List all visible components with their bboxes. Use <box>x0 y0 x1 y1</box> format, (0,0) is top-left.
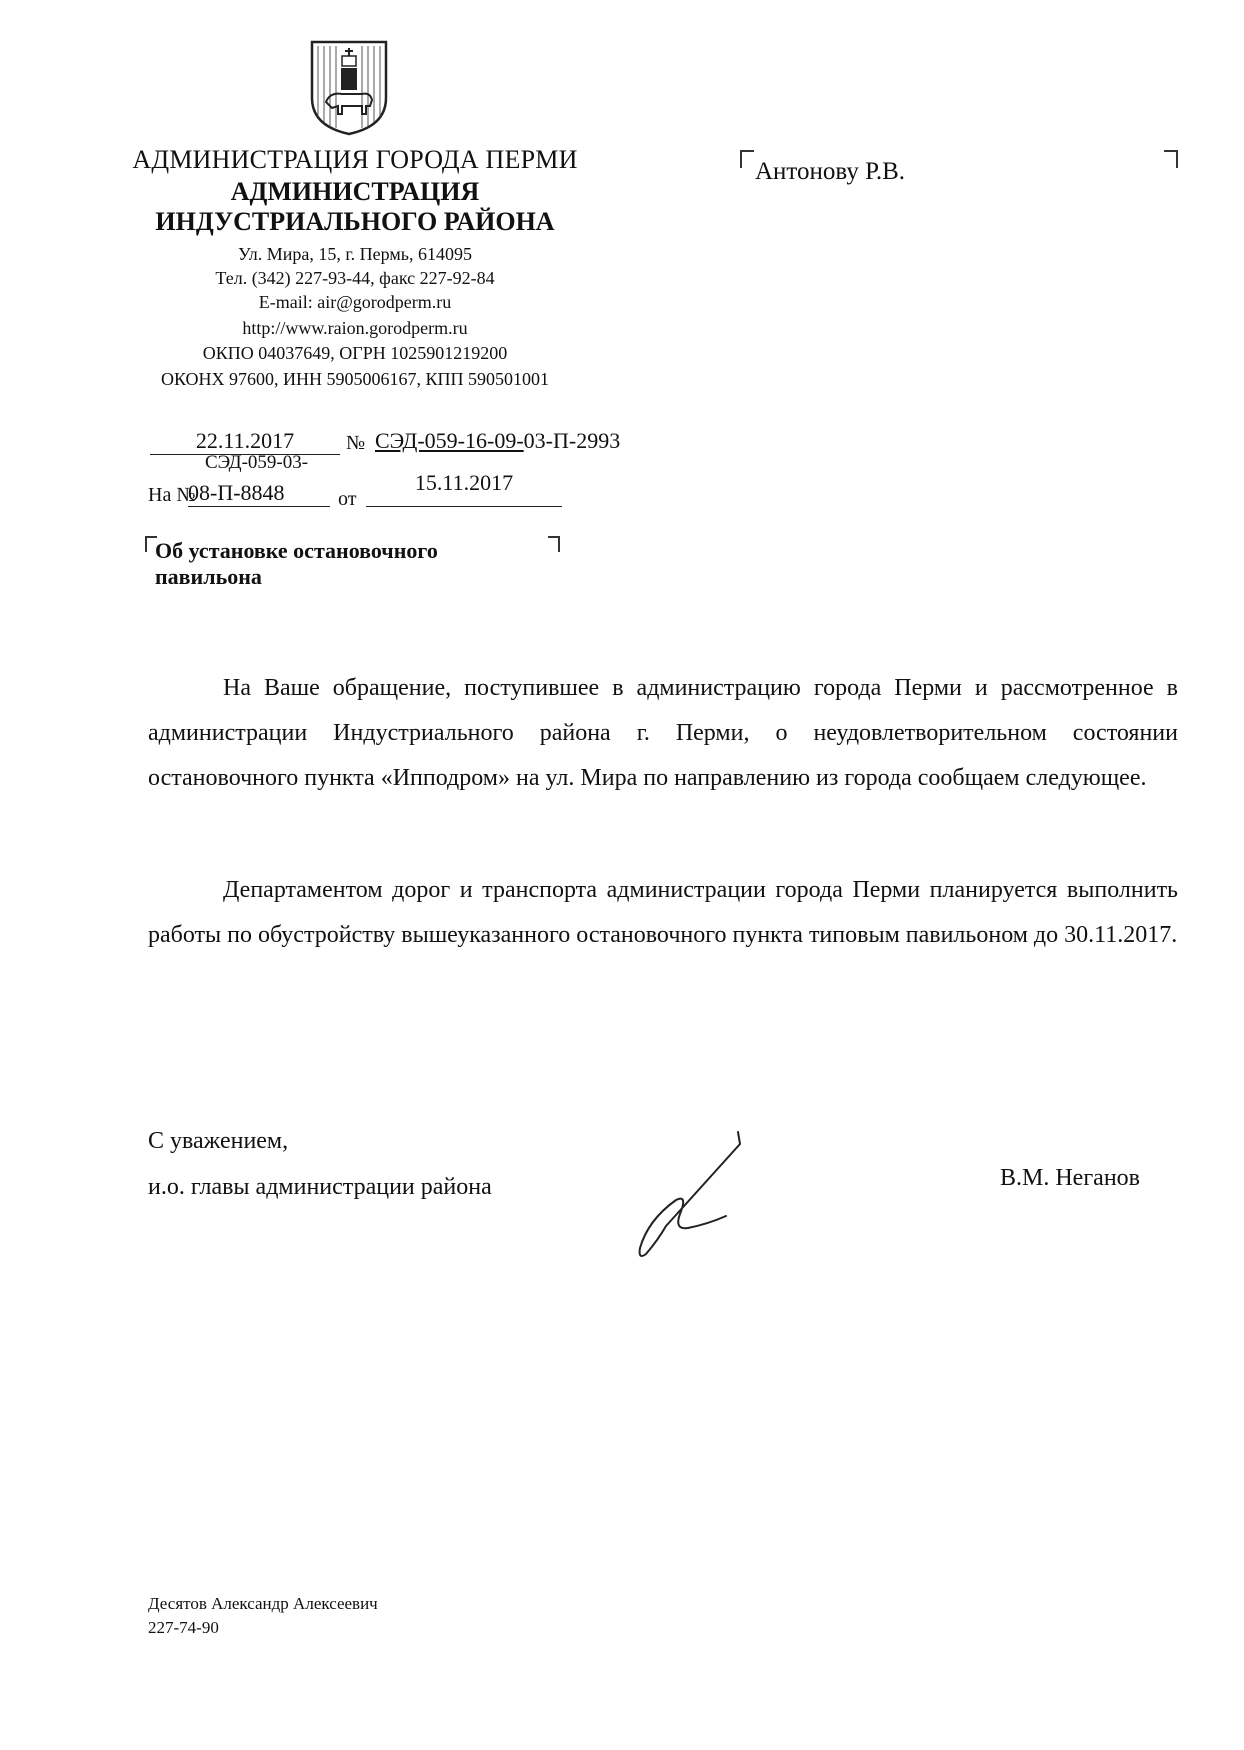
city-administration-title: АДМИНИСТРАЦИЯ ГОРОДА ПЕРМИ <box>132 145 578 174</box>
subject <box>155 538 438 590</box>
body-paragraph-1: На Ваше обращение, поступившее в администрацию города Перми и рассмотренное в администрации Индустриального района г. Перми, о неудовлетворительном состоянии остановочного пункта «Ипподром» на ул. Мира по направлению из города сообщаем следующее. <box>148 675 1178 791</box>
perm-coat-of-arms-icon <box>308 36 390 136</box>
reply-number: 08-П-8848 <box>188 480 330 507</box>
signature-icon <box>618 1130 758 1260</box>
letterhead-website: http://www.raion.gorodperm.ru <box>242 318 468 338</box>
letterhead-okonh-inn-kpp: ОКОНХ 97600, ИНН 5905006167, КПП 590501001 <box>160 369 550 389</box>
addressee-corner-left <box>740 150 754 168</box>
subject-line-2: павильона <box>155 564 262 589</box>
reply-number-prefix: СЭД-059-03- <box>205 452 309 473</box>
signer-name: В.М. Неганов <box>1000 1165 1141 1191</box>
letterhead-okpo-ogrn: ОКПО 04037649, ОГРН 1025901219200 <box>202 343 508 363</box>
reply-date-label: от <box>338 488 357 510</box>
number-label: № <box>346 432 366 454</box>
outgoing-number-rest: 03-П-2993 <box>523 428 621 453</box>
addressee: Антонову Р.В. <box>755 158 906 185</box>
outgoing-number-underlined: СЭД-059-16-09- <box>375 428 524 453</box>
subject-line-1: Об установке остановочного <box>155 538 438 563</box>
signer-position: и.о. главы администрации района <box>148 1174 492 1200</box>
subject-corner-right <box>548 536 560 552</box>
closing-block <box>148 1118 492 1210</box>
reply-number-label: На № <box>148 484 196 506</box>
executor-name: Десятов Александр Алексеевич <box>148 1594 378 1613</box>
district-administration-title: АДМИНИСТРАЦИЯ <box>230 177 480 206</box>
outgoing-number <box>375 428 620 454</box>
outgoing-date: 22.11.2017 <box>150 428 340 455</box>
executor-block <box>148 1592 378 1640</box>
addressee-corner-right <box>1164 150 1178 168</box>
letterhead-address: Ул. Мира, 15, г. Пермь, 614095 <box>238 244 472 264</box>
letterhead-phone: Тел. (342) 227-93-44, факс 227-92-84 <box>215 268 495 288</box>
body-paragraph-2: Департаментом дорог и транспорта администрации города Перми планируется выполнить работы по обустройству вышеуказанного остановочного пункта типовым павильоном до 30.11.2017. <box>148 877 1178 948</box>
closing-regards: С уважением, <box>148 1128 289 1154</box>
letterhead-email: E-mail: air@gorodperm.ru <box>258 292 452 312</box>
district-name-title: ИНДУСТРИАЛЬНОГО РАЙОНА <box>155 207 555 236</box>
executor-phone: 227-74-90 <box>148 1618 219 1637</box>
reply-date: 15.11.2017 <box>366 470 562 507</box>
